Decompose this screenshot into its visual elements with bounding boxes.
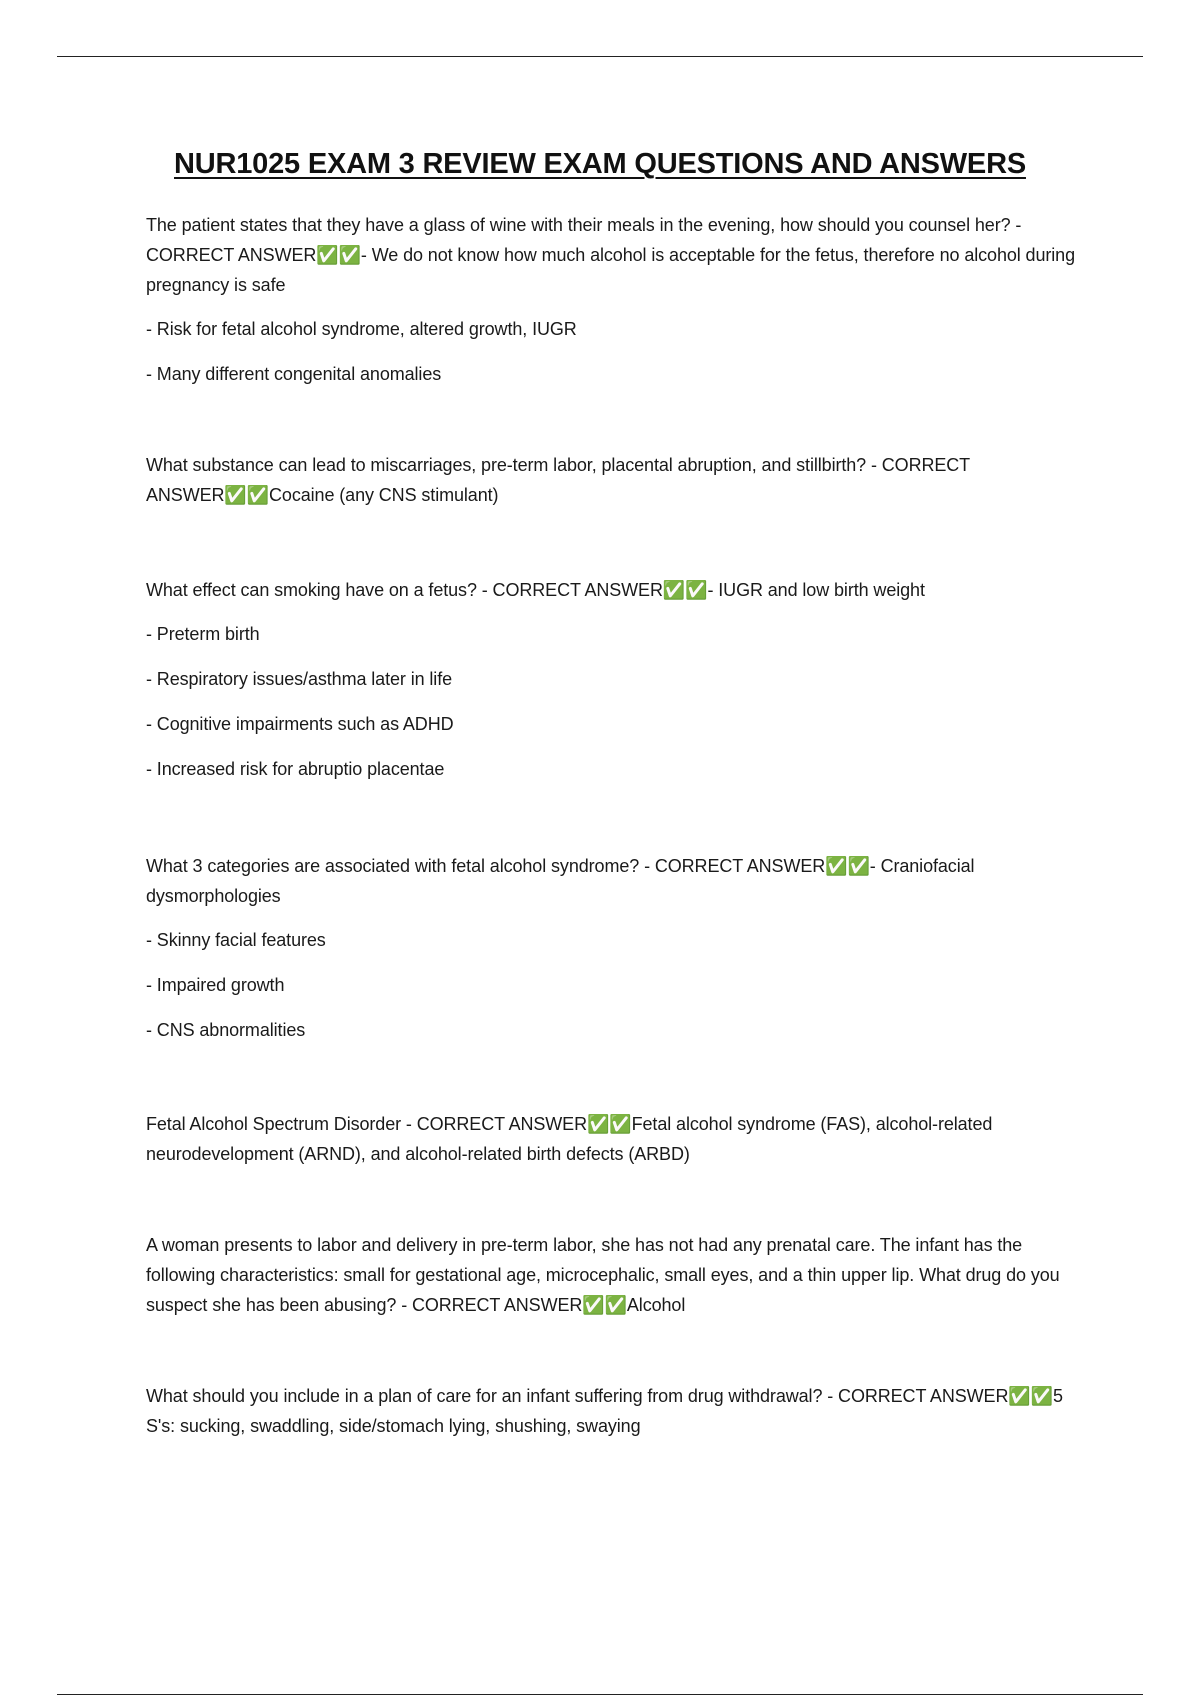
qa-question: Fetal Alcohol Spectrum Disorder - CORRECT ANSWER✅✅Fetal alcohol syndrome (FAS), alcohol-related neurodevelopment (ARND), and alcohol-related birth defects (ARBD) [146,1114,993,1164]
qa-question: A woman presents to labor and delivery in pre-term labor, she has not had any prenatal care. The infant has the following characteristics: small for gestational age, microcephalic, small eyes, and a thin upper lip. What drug do you suspect she has been abusing? - CORRECT ANSWER✅✅Alcohol [146,1235,1060,1315]
qa-bullet: - Increased risk for abruptio placentae [146,759,445,779]
qa-question: What substance can lead to miscarriages, pre-term labor, placental abruption, and stillbirth? - CORRECT ANSWER✅✅Cocaine (any CNS stimulant) [146,455,970,505]
qa-item [146,210,1086,404]
document-title: NUR1025 EXAM 3 REVIEW EXAM QUESTIONS AND ANSWERS [174,148,1026,180]
qa-bullet: - Cognitive impairments such as ADHD [146,714,454,734]
qa-bullet: - Impaired growth [146,975,285,995]
qa-bullet: - Preterm birth [146,624,260,644]
qa-bullet: - Skinny facial features [146,930,326,950]
qa-bullet: - Risk for fetal alcohol syndrome, altered growth, IUGR [146,319,577,339]
qa-question: What effect can smoking have on a fetus? - CORRECT ANSWER✅✅- IUGR and low birth weight [146,580,925,600]
qa-bullet: - Many different congenital anomalies [146,364,442,384]
qa-item [146,450,1086,524]
qa-bullet: - Respiratory issues/asthma later in life [146,669,453,689]
bottom-rule [57,1694,1143,1695]
qa-item [146,1381,1086,1455]
top-rule [57,56,1143,57]
qa-item [146,575,1086,799]
qa-question: The patient states that they have a glass of wine with their meals in the evening, how should you counsel her? - CORRECT ANSWER✅✅- We do not know how much alcohol is acceptable for the fetus, therefore no alcohol during pregnancy is safe [146,215,1075,295]
qa-item [146,1109,1086,1183]
qa-bullet: - CNS abnormalities [146,1020,306,1040]
qa-item [146,851,1086,1060]
qa-item [146,1230,1086,1334]
qa-question: What should you include in a plan of care for an infant suffering from drug withdrawal? - CORRECT ANSWER✅✅5 S's: sucking, swaddling, side/stomach lying, shushing, swaying [146,1386,1063,1436]
qa-question: What 3 categories are associated with fetal alcohol syndrome? - CORRECT ANSWER✅✅- Craniofacial dysmorphologies [146,856,975,906]
